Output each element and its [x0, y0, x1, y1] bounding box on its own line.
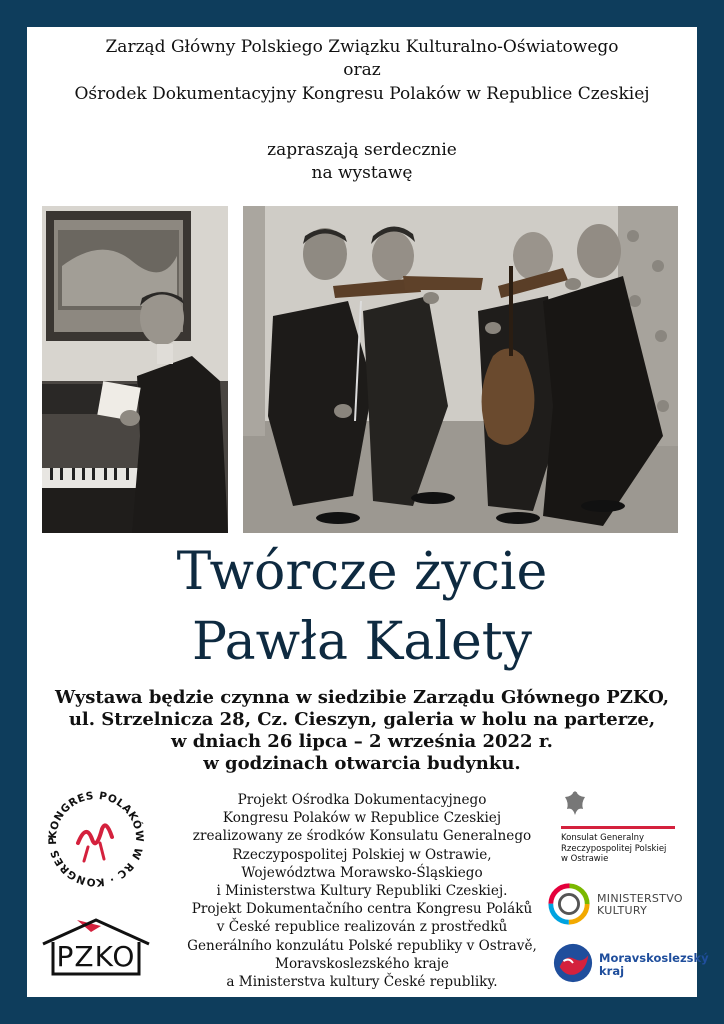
invitation-line-1: zapraszają serdecznie	[267, 140, 457, 160]
project-line: Projekt Dokumentačního centra Kongresu Poláků	[191, 901, 533, 918]
konsulat-line: w Ostrawie	[561, 854, 609, 864]
ministerstvo-line: KULTURY	[597, 904, 648, 917]
project-line: Projekt Ośrodka Dokumentacyjnego	[237, 792, 487, 808]
konsulat-logo	[557, 785, 682, 875]
ministerstvo-kultury-logo	[547, 882, 692, 928]
ministerstvo-text	[597, 893, 683, 917]
organizer-line-2: oraz	[343, 60, 381, 80]
project-line: Województwa Morawsko-Śląskiego	[241, 864, 483, 881]
project-line: v České republice realizován z prostředků	[216, 919, 508, 936]
project-line: Rzeczypospolitej Polskiej w Ostrawie,	[232, 846, 492, 863]
konsulat-line: Konsulat Generalny	[561, 833, 645, 843]
kongres-ring-text: KONGRES POLAKÓW W RC · KONGRES P	[46, 789, 146, 889]
project-line: Kongresu Polaków w Republice Czeskiej	[222, 810, 502, 827]
kraj-emblem-icon	[552, 942, 594, 984]
project-line: i Ministerstwa Kultury Republiki Czeskiej.	[216, 883, 508, 900]
konsulat-line: Rzeczypospolitej Polskiej	[561, 843, 667, 854]
project-description	[167, 791, 557, 991]
poster-sheet	[27, 27, 709, 997]
ministerstvo-line: MINISTERSTVO	[597, 892, 683, 905]
moravskoslezsky-kraj-logo	[552, 942, 709, 988]
invitation-line-2: na wystawę	[311, 163, 413, 183]
pzko-logo	[39, 912, 153, 978]
info-line-3: w dniach 26 lipca – 2 września 2022 r.	[171, 731, 553, 752]
project-line: Moravskoslezského kraje	[275, 955, 449, 972]
organizer-line-3: Ośrodek Dokumentacyjny Kongresu Polaków w Republice Czeskiej	[74, 84, 650, 104]
polish-eagle-icon	[565, 791, 585, 815]
konsulat-red-bar	[561, 826, 675, 829]
project-line: zrealizowany ze środków Konsulatu Generalnego	[192, 828, 532, 845]
pzko-logo-text: PZKO	[56, 940, 136, 973]
project-line: a Ministerstva kultury České republiky.	[226, 974, 498, 991]
exhibition-title-line-2: Pawła Kalety	[191, 612, 533, 672]
photo-man-at-piano	[42, 206, 228, 533]
project-line: Generálního konzulátu Polské republiky v Ostravě,	[187, 937, 537, 954]
svg-text:KONGRES POLAKÓW W RC · KONGRES	[42, 785, 145, 888]
exhibition-title-line-1: Twórcze życie	[176, 542, 548, 602]
konsulat-text	[561, 833, 666, 865]
kraj-text	[599, 952, 709, 978]
info-line-4: w godzinach otwarcia budynku.	[203, 753, 521, 774]
info-line-2: ul. Strzelnicza 28, Cz. Cieszyn, galeria w holu na parterze,	[68, 709, 656, 730]
kraj-line: Moravskoslezský	[599, 951, 709, 965]
kraj-line: kraj	[599, 964, 625, 978]
photo-string-quartet	[243, 206, 678, 533]
kongres-polakow-logo	[42, 785, 150, 893]
organizer-line-1: Zarząd Główny Polskiego Związku Kulturalno-Oświatowego	[105, 37, 619, 57]
ministerstvo-kultury-icon	[547, 882, 591, 926]
info-line-1: Wystawa będzie czynna w siedzibie Zarządu Głównego PZKO,	[55, 687, 669, 708]
